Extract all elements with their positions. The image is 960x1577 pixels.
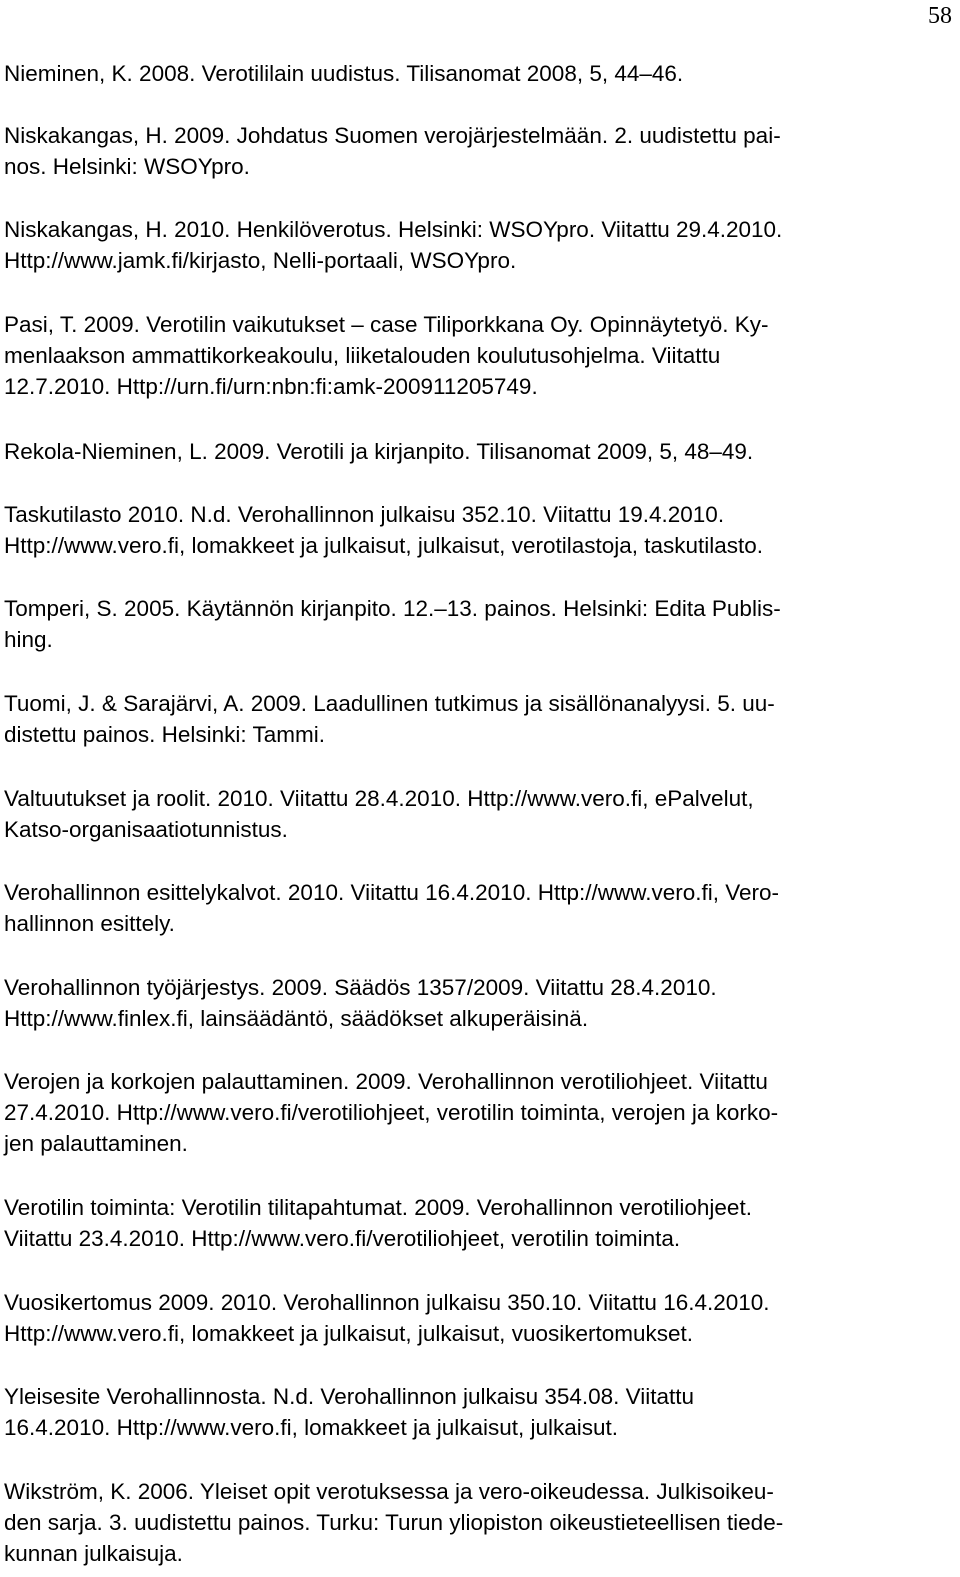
reference-line: Rekola-Nieminen, L. 2009. Verotili ja kirjanpito. Tilisanomat 2009, 5, 48–49. (4, 439, 754, 464)
reference-entry (4, 1192, 950, 1254)
reference-entry (4, 1476, 950, 1569)
page-number: 58 (928, 3, 952, 29)
reference-line: 16.4.2010. Http://www.vero.fi, lomakkeet ja julkaisut, julkaisut. (4, 1415, 619, 1440)
reference-entry (4, 58, 950, 89)
reference-line: Niskakangas, H. 2009. Johdatus Suomen verojärjestelmään. 2. uudistettu pai- (4, 123, 781, 148)
reference-entry (4, 972, 950, 1034)
reference-line: 12.7.2010. Http://urn.fi/urn:nbn:fi:amk-200911205749. (4, 374, 538, 399)
reference-line: Tomperi, S. 2005. Käytännön kirjanpito. 12.–13. painos. Helsinki: Edita Publis- (4, 596, 781, 621)
reference-entry (4, 120, 950, 182)
reference-line: hing. (4, 627, 53, 652)
reference-line: Http://www.finlex.fi, lainsäädäntö, säädökset alkuperäisinä. (4, 1006, 589, 1031)
reference-line: Pasi, T. 2009. Verotilin vaikutukset – case Tiliporkkana Oy. Opinnäytetyö. Ky- (4, 312, 769, 337)
reference-line: jen palauttaminen. (4, 1131, 188, 1156)
reference-entry (4, 593, 950, 655)
reference-line: Valtuutukset ja roolit. 2010. Viitattu 28.4.2010. Http://www.vero.fi, ePalvelut, (4, 786, 754, 811)
reference-line: Wikström, K. 2006. Yleiset opit verotuksessa ja vero-oikeudessa. Julkisoikeu- (4, 1479, 774, 1504)
reference-entry (4, 1066, 950, 1159)
reference-line: Verojen ja korkojen palauttaminen. 2009. Verohallinnon verotiliohjeet. Viitattu (4, 1069, 768, 1094)
reference-line: Katso-organisaatiotunnistus. (4, 817, 288, 842)
reference-line: distettu painos. Helsinki: Tammi. (4, 722, 325, 747)
reference-line: Tuomi, J. & Sarajärvi, A. 2009. Laadullinen tutkimus ja sisällönanalyysi. 5. uu- (4, 691, 775, 716)
reference-line: Verohallinnon työjärjestys. 2009. Säädös 1357/2009. Viitattu 28.4.2010. (4, 975, 717, 1000)
reference-line: Http://www.jamk.fi/kirjasto, Nelli-portaali, WSOYpro. (4, 248, 517, 273)
reference-entry (4, 877, 950, 939)
reference-line: Taskutilasto 2010. N.d. Verohallinnon julkaisu 352.10. Viitattu 19.4.2010. (4, 502, 725, 527)
reference-entry (4, 1381, 950, 1443)
reference-entry (4, 688, 950, 750)
reference-line: Viitattu 23.4.2010. Http://www.vero.fi/verotiliohjeet, verotilin toiminta. (4, 1226, 681, 1251)
reference-line: Vuosikertomus 2009. 2010. Verohallinnon julkaisu 350.10. Viitattu 16.4.2010. (4, 1290, 770, 1315)
reference-line: nos. Helsinki: WSOYpro. (4, 154, 250, 179)
reference-line: Http://www.vero.fi, lomakkeet ja julkaisut, julkaisut, vuosikertomukset. (4, 1321, 694, 1346)
reference-line: Verohallinnon esittelykalvot. 2010. Viitattu 16.4.2010. Http://www.vero.fi, Vero- (4, 880, 780, 905)
reference-entry (4, 309, 950, 402)
reference-line: menlaakson ammattikorkeakoulu, liiketalouden koulutusohjelma. Viitattu (4, 343, 721, 368)
reference-entry (4, 499, 950, 561)
reference-line: 27.4.2010. Http://www.vero.fi/verotiliohjeet, verotilin toiminta, verojen ja korko- (4, 1100, 779, 1125)
reference-line: kunnan julkaisuja. (4, 1541, 183, 1566)
reference-line: Yleisesite Verohallinnosta. N.d. Verohallinnon julkaisu 354.08. Viitattu (4, 1384, 695, 1409)
reference-line: Verotilin toiminta: Verotilin tilitapahtumat. 2009. Verohallinnon verotiliohjeet. (4, 1195, 752, 1220)
reference-entry (4, 436, 950, 467)
reference-line: hallinnon esittely. (4, 911, 175, 936)
reference-line: Niskakangas, H. 2010. Henkilöverotus. Helsinki: WSOYpro. Viitattu 29.4.2010. (4, 217, 783, 242)
reference-entry (4, 783, 950, 845)
reference-line: Http://www.vero.fi, lomakkeet ja julkaisut, julkaisut, verotilastoja, taskutilasto. (4, 533, 764, 558)
reference-line: Nieminen, K. 2008. Verotililain uudistus. Tilisanomat 2008, 5, 44–46. (4, 61, 684, 86)
reference-entry (4, 1287, 950, 1349)
reference-entry (4, 214, 950, 276)
reference-line: den sarja. 3. uudistettu painos. Turku: Turun yliopiston oikeustieteellisen tiede- (4, 1510, 784, 1535)
